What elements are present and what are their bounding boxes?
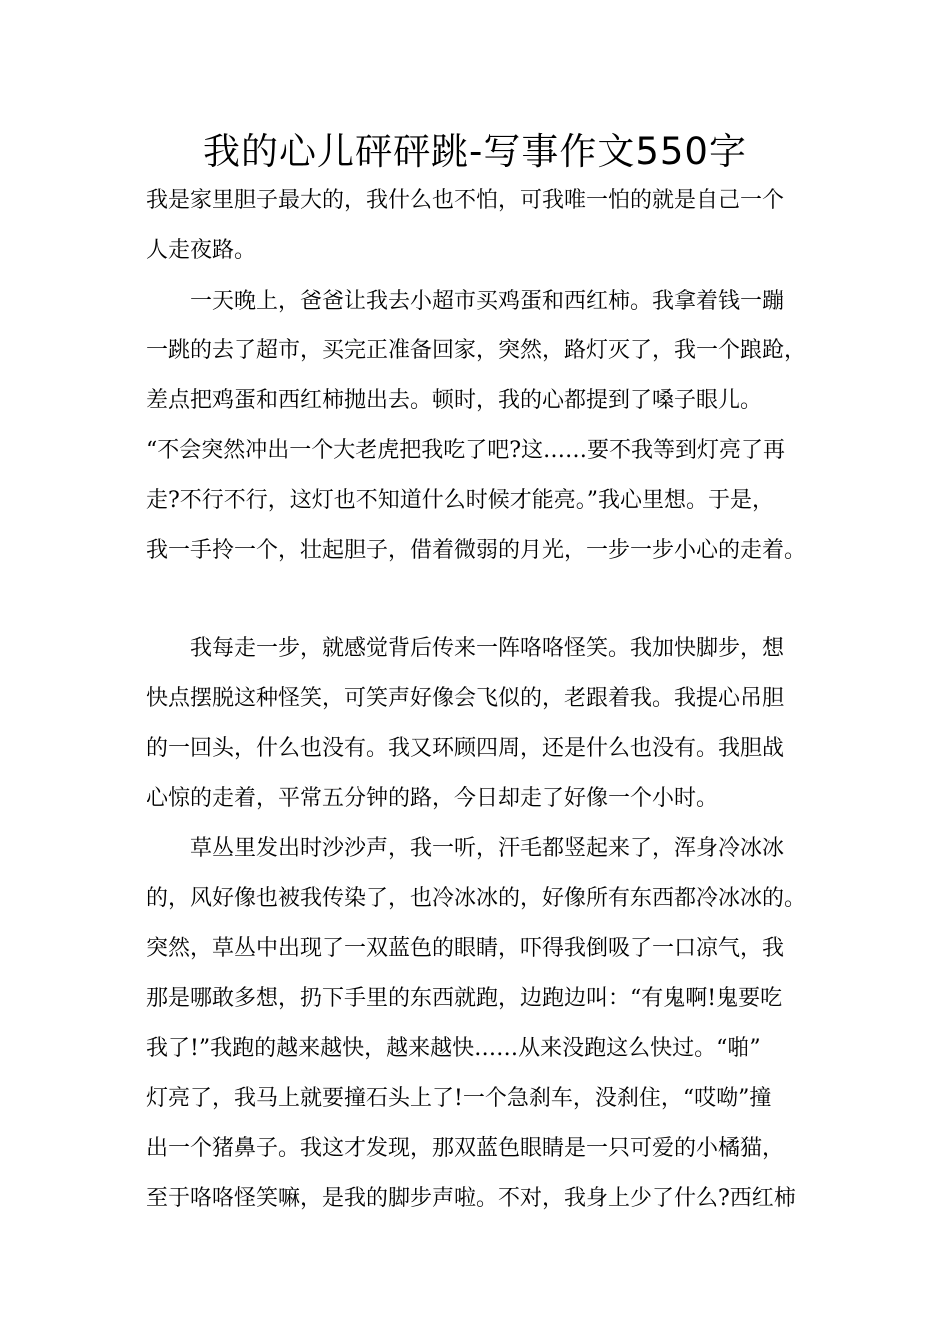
text-line: 人走夜路。 bbox=[146, 238, 257, 263]
text-line: 一天晚上，爸爸让我去小超市买鸡蛋和西红柿。我拿着钱一蹦 bbox=[146, 289, 785, 314]
text-line: 灯亮了，我马上就要撞石头上了!一个急刹车，没刹住，“哎呦”撞 bbox=[146, 1086, 772, 1111]
text-line: 心惊的走着，平常五分钟的路，今日却走了好像一个小时。 bbox=[146, 786, 719, 811]
text-line: 出一个猪鼻子。我这才发现，那双蓝色眼睛是一只可爱的小橘猫， bbox=[146, 1136, 785, 1161]
text-line: 的一回头，什么也没有。我又环顾四周，还是什么也没有。我胆战 bbox=[146, 736, 785, 761]
text-line: 一跳的去了超市，买完正准备回家，突然，路灯灭了，我一个踉跄， bbox=[146, 338, 807, 363]
text-line: 差点把鸡蛋和西红柿抛出去。顿时，我的心都提到了嗓子眼儿。 bbox=[146, 388, 763, 413]
text-line: 我了!”我跑的越来越快，越来越快……从来没跑这么快过。“啪” bbox=[146, 1036, 761, 1061]
text-line: 我一手拎一个，壮起胆子，借着微弱的月光，一步一步小心的走着。 bbox=[146, 538, 807, 563]
text-line: 那是哪敢多想，扔下手里的东西就跑，边跑边叫：“有鬼啊!鬼要吃 bbox=[146, 986, 783, 1011]
text-line: “不会突然冲出一个大老虎把我吃了吧?这……要不我等到灯亮了再 bbox=[146, 438, 786, 463]
document-title: 我的心儿砰砰跳-写事作文550字 bbox=[203, 130, 747, 173]
text-line: 走?不行不行，这灯也不知道什么时候才能亮。”我心里想。于是， bbox=[146, 488, 775, 513]
text-line: 我每走一步，就感觉背后传来一阵咯咯怪笑。我加快脚步，想 bbox=[146, 636, 785, 661]
text-line: 我是家里胆子最大的，我什么也不怕，可我唯一怕的就是自己一个 bbox=[146, 188, 785, 213]
text-line: 至于咯咯怪笑嘛，是我的脚步声啦。不对，我身上少了什么?西红柿 bbox=[146, 1186, 796, 1211]
text-line: 快点摆脱这种怪笑，可笑声好像会飞似的，老跟着我。我提心吊胆 bbox=[146, 686, 785, 711]
text-line: 的，风好像也被我传染了，也冷冰冰的，好像所有东西都冷冰冰的。 bbox=[146, 886, 807, 911]
text-line: 突然，草丛中出现了一双蓝色的眼睛，吓得我倒吸了一口凉气，我 bbox=[146, 936, 785, 961]
text-line: 草丛里发出时沙沙声，我一听，汗毛都竖起来了，浑身冷冰冰 bbox=[146, 836, 785, 861]
